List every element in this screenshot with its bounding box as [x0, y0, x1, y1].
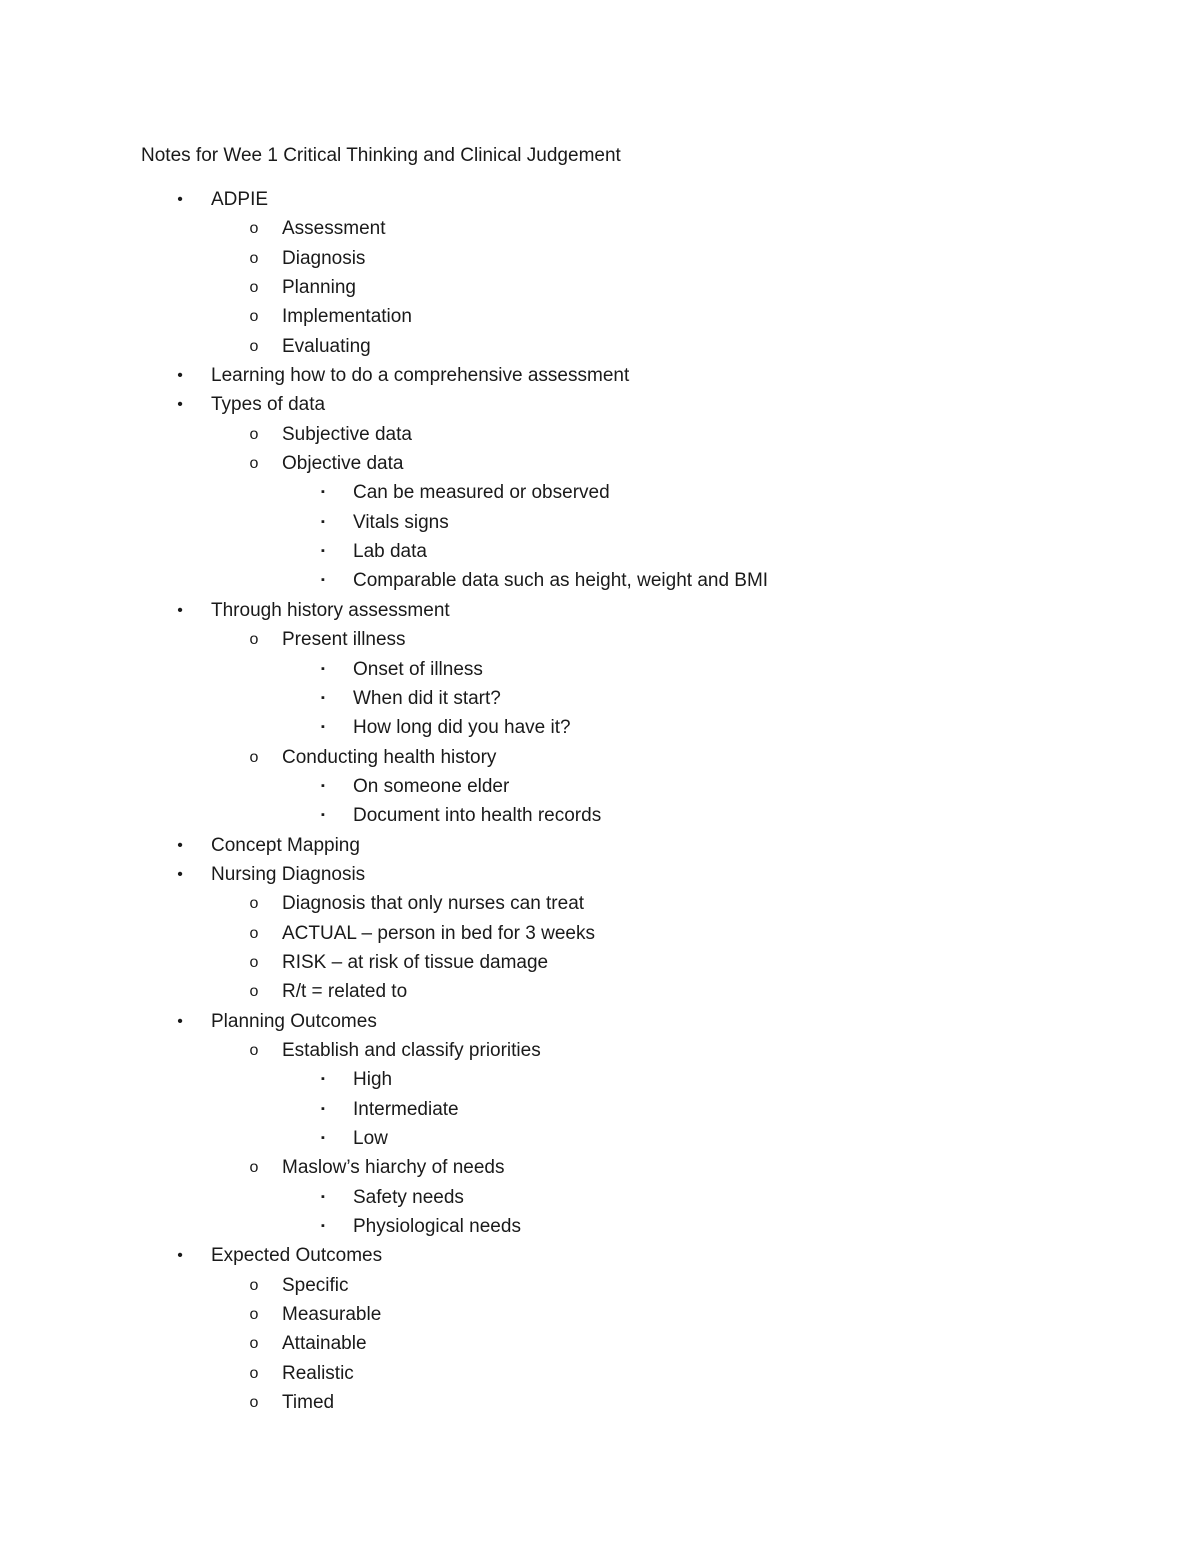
list-item [0, 185, 1200, 214]
list-item [0, 919, 1200, 948]
list-item [0, 1065, 1200, 1094]
bullet-marker: • [177, 865, 183, 883]
list-item [0, 1388, 1200, 1417]
bullet-marker: o [249, 455, 259, 473]
list-item [0, 508, 1200, 537]
list-item [0, 772, 1200, 801]
document-title: Notes for Wee 1 Critical Thinking and Clinical Judgement [141, 145, 621, 166]
list-item [0, 244, 1200, 273]
list-item [0, 1153, 1200, 1182]
bullet-marker: • [177, 601, 183, 619]
list-item-text: Assessment [282, 218, 386, 240]
list-item [0, 449, 1200, 478]
bullet-marker: • [177, 367, 183, 385]
list-item-text: When did it start? [353, 687, 501, 709]
list-item-text: Physiological needs [353, 1216, 521, 1238]
list-item [0, 1241, 1200, 1270]
list-item-text: Present illness [282, 629, 406, 651]
list-item-text: Establish and classify priorities [282, 1039, 541, 1061]
list-item [0, 596, 1200, 625]
list-item [0, 566, 1200, 595]
list-item-text: Maslow’s hiarchy of needs [282, 1157, 505, 1179]
list-item-text: Types of data [211, 394, 326, 416]
list-item-text: ACTUAL – person in bed for 3 weeks [282, 922, 595, 944]
bullet-marker: ▪ [321, 809, 325, 822]
list-item [0, 1095, 1200, 1124]
bullet-marker: ▪ [321, 662, 325, 675]
list-item-text: Learning how to do a comprehensive assessment [211, 365, 630, 387]
list-item-text: Realistic [282, 1362, 354, 1384]
list-item [0, 273, 1200, 302]
list-item-text: Safety needs [353, 1186, 464, 1208]
list-item-text: Evaluating [282, 335, 371, 357]
bullet-marker: ▪ [321, 545, 325, 558]
bullet-marker: ▪ [321, 1220, 325, 1233]
list-item [0, 977, 1200, 1006]
bullet-marker: • [177, 396, 183, 414]
list-item [0, 1007, 1200, 1036]
list-item-text: Diagnosis that only nurses can treat [282, 893, 585, 915]
list-item [0, 1124, 1200, 1153]
bullet-marker: ▪ [321, 574, 325, 587]
bullet-marker: ▪ [321, 515, 325, 528]
list-item-text: Measurable [282, 1304, 382, 1326]
list-item-text: Lab data [353, 541, 427, 563]
list-item-text: Through history assessment [211, 599, 450, 621]
list-item [0, 655, 1200, 684]
bullet-marker: ▪ [321, 486, 325, 499]
list-item [0, 948, 1200, 977]
bullet-marker: ▪ [321, 1102, 325, 1115]
bullet-marker: o [249, 249, 259, 267]
bullet-marker: o [249, 425, 259, 443]
list-item-text: Conducting health history [282, 746, 497, 768]
list-item [0, 302, 1200, 331]
list-item-text: Implementation [282, 306, 412, 328]
list-item [0, 743, 1200, 772]
list-item-text: Planning [282, 277, 356, 299]
list-item-text: ADPIE [211, 189, 269, 210]
list-item-text: How long did you have it? [353, 717, 571, 739]
bullet-marker: o [249, 953, 259, 971]
list-item-text: Timed [282, 1392, 335, 1414]
bullet-marker: o [249, 631, 259, 649]
list-item [0, 1271, 1200, 1300]
list-item-text: Onset of illness [353, 658, 483, 680]
list-item-text: R/t = related to [282, 981, 408, 1003]
list-item [0, 361, 1200, 390]
bullet-marker: ▪ [321, 779, 325, 792]
bullet-marker: ▪ [321, 1073, 325, 1086]
list-item-text: Low [353, 1128, 388, 1149]
list-item-text: Nursing Diagnosis [211, 863, 366, 885]
list-item-text: Intermediate [353, 1098, 459, 1120]
list-item [0, 420, 1200, 449]
list-item-text: Document into health records [353, 805, 602, 827]
list-item [0, 1329, 1200, 1358]
list-item [0, 537, 1200, 566]
notes-outline [0, 185, 1200, 1417]
list-item [0, 214, 1200, 243]
list-item [0, 684, 1200, 713]
bullet-marker: ▪ [321, 721, 325, 734]
bullet-marker: • [177, 836, 183, 854]
list-item [0, 390, 1200, 419]
list-item [0, 1036, 1200, 1065]
bullet-marker: o [249, 1276, 259, 1294]
bullet-marker: o [249, 308, 259, 326]
list-item-text: Specific [282, 1274, 349, 1296]
list-item-text: Can be measured or observed [353, 482, 610, 504]
list-item-text: Concept Mapping [211, 834, 360, 856]
list-item [0, 1300, 1200, 1329]
list-item-text: Comparable data such as height, weight and BMI [353, 570, 769, 592]
bullet-marker: o [249, 983, 259, 1001]
list-item [0, 332, 1200, 361]
bullet-marker: o [249, 220, 259, 238]
bullet-marker: o [249, 895, 259, 913]
list-item-text: On someone elder [353, 775, 510, 797]
list-item [0, 860, 1200, 889]
bullet-marker: ▪ [321, 1132, 325, 1144]
bullet-marker: ▪ [321, 1190, 325, 1203]
bullet-marker: o [249, 1394, 259, 1412]
list-item-text: Vitals signs [353, 511, 449, 533]
list-item [0, 889, 1200, 918]
list-item [0, 713, 1200, 742]
list-item-text: Subjective data [282, 423, 412, 445]
list-item [0, 625, 1200, 654]
list-item [0, 831, 1200, 860]
bullet-marker: o [249, 279, 259, 297]
list-item-text: Expected Outcomes [211, 1245, 383, 1267]
bullet-marker: ▪ [321, 691, 325, 704]
list-item [0, 1359, 1200, 1388]
bullet-marker: • [177, 191, 183, 208]
bullet-marker: o [249, 1041, 259, 1059]
list-item [0, 801, 1200, 830]
list-item-text: Objective data [282, 453, 404, 475]
bullet-marker: • [177, 1247, 183, 1265]
list-item-text: Diagnosis [282, 247, 366, 269]
bullet-marker: o [249, 1159, 259, 1177]
list-item-text: Attainable [282, 1333, 367, 1355]
bullet-marker: o [249, 337, 259, 355]
list-item-text: RISK – at risk of tissue damage [282, 951, 549, 973]
list-item [0, 1183, 1200, 1212]
bullet-marker: o [249, 748, 259, 766]
bullet-marker: o [249, 1364, 259, 1382]
bullet-marker: o [249, 1335, 259, 1353]
list-item-text: Planning Outcomes [211, 1010, 377, 1032]
bullet-marker: o [249, 924, 259, 942]
list-item [0, 478, 1200, 507]
bullet-marker: • [177, 1012, 183, 1030]
list-item-text: High [353, 1069, 393, 1091]
bullet-marker: o [249, 1306, 259, 1324]
list-item [0, 1212, 1200, 1241]
